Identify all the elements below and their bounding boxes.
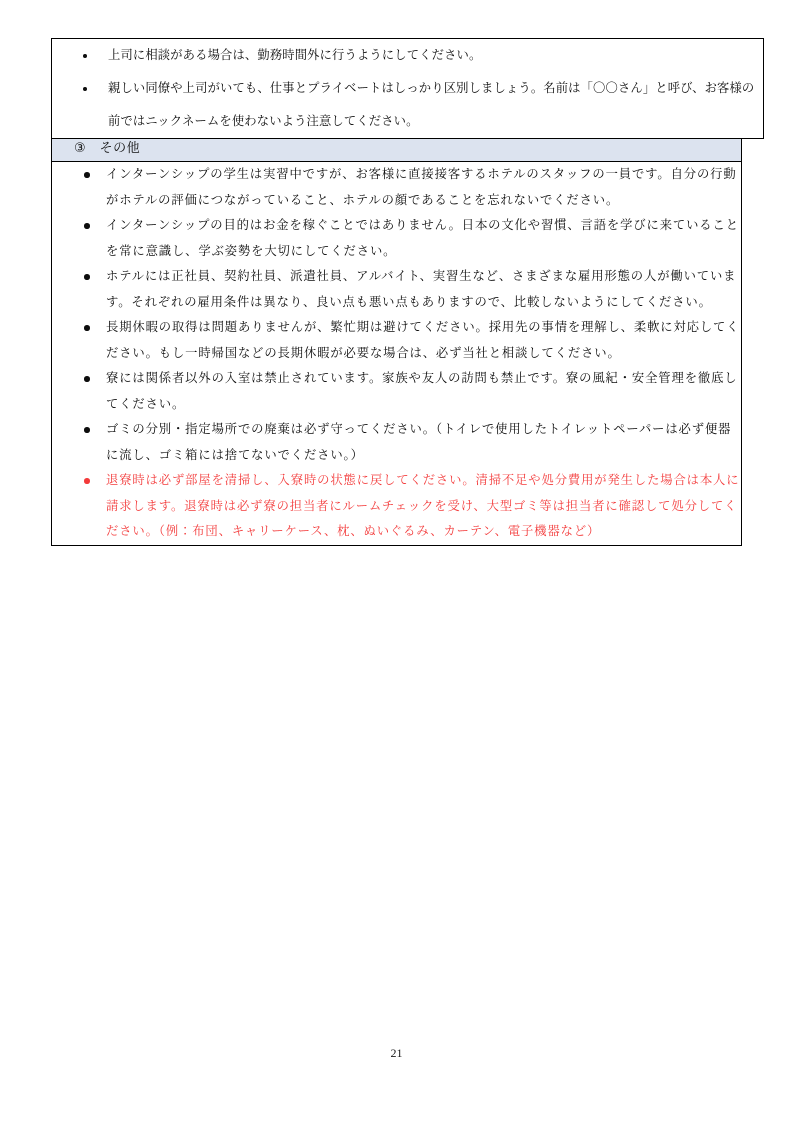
list-item: 寮には関係者以外の入室は禁止されています。家族や友人の訪問も禁止です。寮の風紀・安全管理を徹底してください。 <box>52 366 741 417</box>
intro-bullet-list <box>52 39 763 138</box>
list-item: インターンシップの目的はお金を稼ぐことではありません。日本の文化や習慣、言語を学びに来ていることを常に意識し、学ぶ姿勢を大切にしてください。 <box>52 213 741 264</box>
list-item: ゴミの分別・指定場所での廃棄は必ず守ってください。（トイレで使用したトイレットペーパーは必ず便器に流し、ゴミ箱には捨てないでください。） <box>52 417 741 468</box>
table-spacer-cell <box>742 139 764 162</box>
list-item-alert: 退寮時は必ず部屋を清掃し、入寮時の状態に戻してください。清掃不足や処分費用が発生した場合は本人に請求します。退寮時は必ず寮の担当者にルームチェックを受け、大型ゴミ等は担当者に確認して処分してください。（例：布団、キャリーケース、枕、ぬいぐるみ、カーテン、電子機器など） <box>52 468 741 545</box>
section-body-cell <box>52 162 742 546</box>
list-item: ホテルには正社員、契約社員、派遣社員、アルバイト、実習生など、さまざまな雇用形態の人が働いています。それぞれの雇用条件は異なり、良い点も悪い点もありますので、比較しないようにしてください。 <box>52 264 741 315</box>
other-notes-bullet-list <box>52 162 741 545</box>
list-item: 長期休暇の取得は問題ありませんが、繁忙期は避けてください。採用先の事情を理解し、柔軟に対応してください。もし一時帰国などの長期休暇が必要な場合は、必ず当社と相談してください。 <box>52 315 741 366</box>
table-row-intro <box>52 39 764 139</box>
table-spacer-cell <box>742 162 764 546</box>
page-title: ③ その他 <box>74 140 141 155</box>
list-item: 親しい同僚や上司がいても、仕事とプライベートはしっかり区別しましょう。名前は「〇〇さん」と呼び、お客様の前ではニックネームを使わないよう注意してください。 <box>52 72 763 138</box>
section-heading-cell <box>52 139 742 162</box>
guidelines-table <box>51 38 764 546</box>
table-row-heading <box>52 139 764 162</box>
table-row-body <box>52 162 764 546</box>
list-item: インターンシップの学生は実習中ですが、お客様に直接接客するホテルのスタッフの一員です。自分の行動がホテルの評価につながっていること、ホテルの顔であることを忘れないでください。 <box>52 162 741 213</box>
list-item: 上司に相談がある場合は、勤務時間外に行うようにしてください。 <box>52 39 763 72</box>
intro-cell <box>52 39 764 139</box>
page-number: 21 <box>390 1046 403 1060</box>
